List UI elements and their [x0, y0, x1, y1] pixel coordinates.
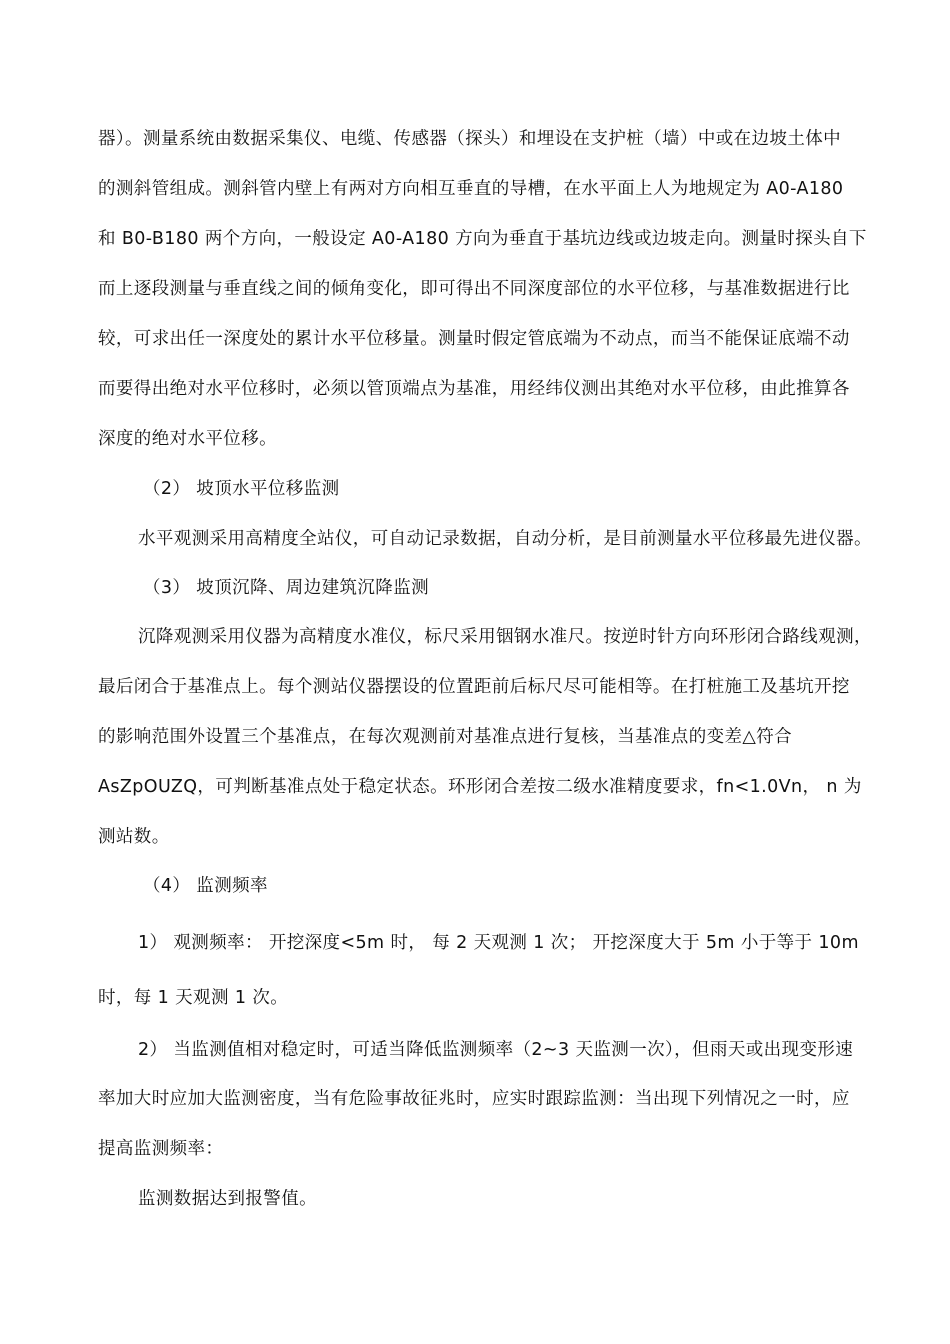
- paragraph-line: 的测斜管组成。测斜管内壁上有两对方向相互垂直的导槽，在水平面上人为地规定为 A0-A180: [98, 179, 844, 199]
- paragraph-line: 测站数。: [98, 827, 170, 847]
- paragraph-line: AsZpOUZQ，可判断基准点处于稳定状态。环形闭合差按二级水准精度要求，fn<1.0Vn， n 为: [98, 777, 862, 797]
- paragraph-line: 提高监测频率：: [98, 1139, 224, 1159]
- section-heading: （2） 坡顶水平位移监测: [143, 479, 340, 499]
- section-heading: （3） 坡顶沉降、周边建筑沉降监测: [143, 578, 429, 598]
- paragraph-line: 而上逐段测量与垂直线之间的倾角变化，即可得出不同深度部位的水平位移，与基准数据进行比: [98, 279, 850, 299]
- paragraph-line: 率加大时应加大监测密度，当有危险事故征兆时，应实时跟踪监测：当出现下列情况之一时，应: [98, 1089, 850, 1109]
- paragraph-line: 而要得出绝对水平位移时，必须以管顶端点为基准，用经纬仪测出其绝对水平位移，由此推算各: [98, 379, 850, 399]
- paragraph-line: 沉降观测采用仪器为高精度水准仪，标尺采用铟钢水准尺。按逆时针方向环形闭合路线观测，: [138, 627, 872, 647]
- paragraph-line: 时，每 1 天观测 1 次。: [98, 988, 289, 1008]
- paragraph-line: 水平观测采用高精度全站仪，可自动记录数据，自动分析，是目前测量水平位移最先进仪器。: [138, 529, 872, 549]
- paragraph-line: 器）。测量系统由数据采集仪、电缆、传感器（探头）和埋设在支护桩（墙）中或在边坡土体中: [98, 129, 842, 149]
- paragraph-line: 最后闭合于基准点上。每个测站仪器摆设的位置距前后标尺尽可能相等。在打桩施工及基坑开挖: [98, 677, 850, 697]
- paragraph-line: 和 B0-B180 两个方向，一般设定 A0-A180 方向为垂直于基坑边线或边坡走向。测量时探头自下: [98, 229, 867, 249]
- section-heading: （4） 监测频率: [143, 876, 268, 896]
- paragraph-line: 的影响范围外设置三个基准点，在每次观测前对基准点进行复核，当基准点的变差△符合: [98, 727, 793, 747]
- paragraph-line: 较，可求出任一深度处的累计水平位移量。测量时假定管底端为不动点，而当不能保证底端不动: [98, 329, 850, 349]
- list-item: 2） 当监测值相对稳定时，可适当降低监测频率（2~3 天监测一次），但雨天或出现变形速: [138, 1040, 854, 1060]
- paragraph-line: 监测数据达到报警值。: [138, 1189, 317, 1209]
- list-item: 1） 观测频率： 开挖深度<5m 时， 每 2 天观测 1 次； 开挖深度大于 5m 小于等于 10m: [138, 933, 859, 953]
- paragraph-line: 深度的绝对水平位移。: [98, 429, 277, 449]
